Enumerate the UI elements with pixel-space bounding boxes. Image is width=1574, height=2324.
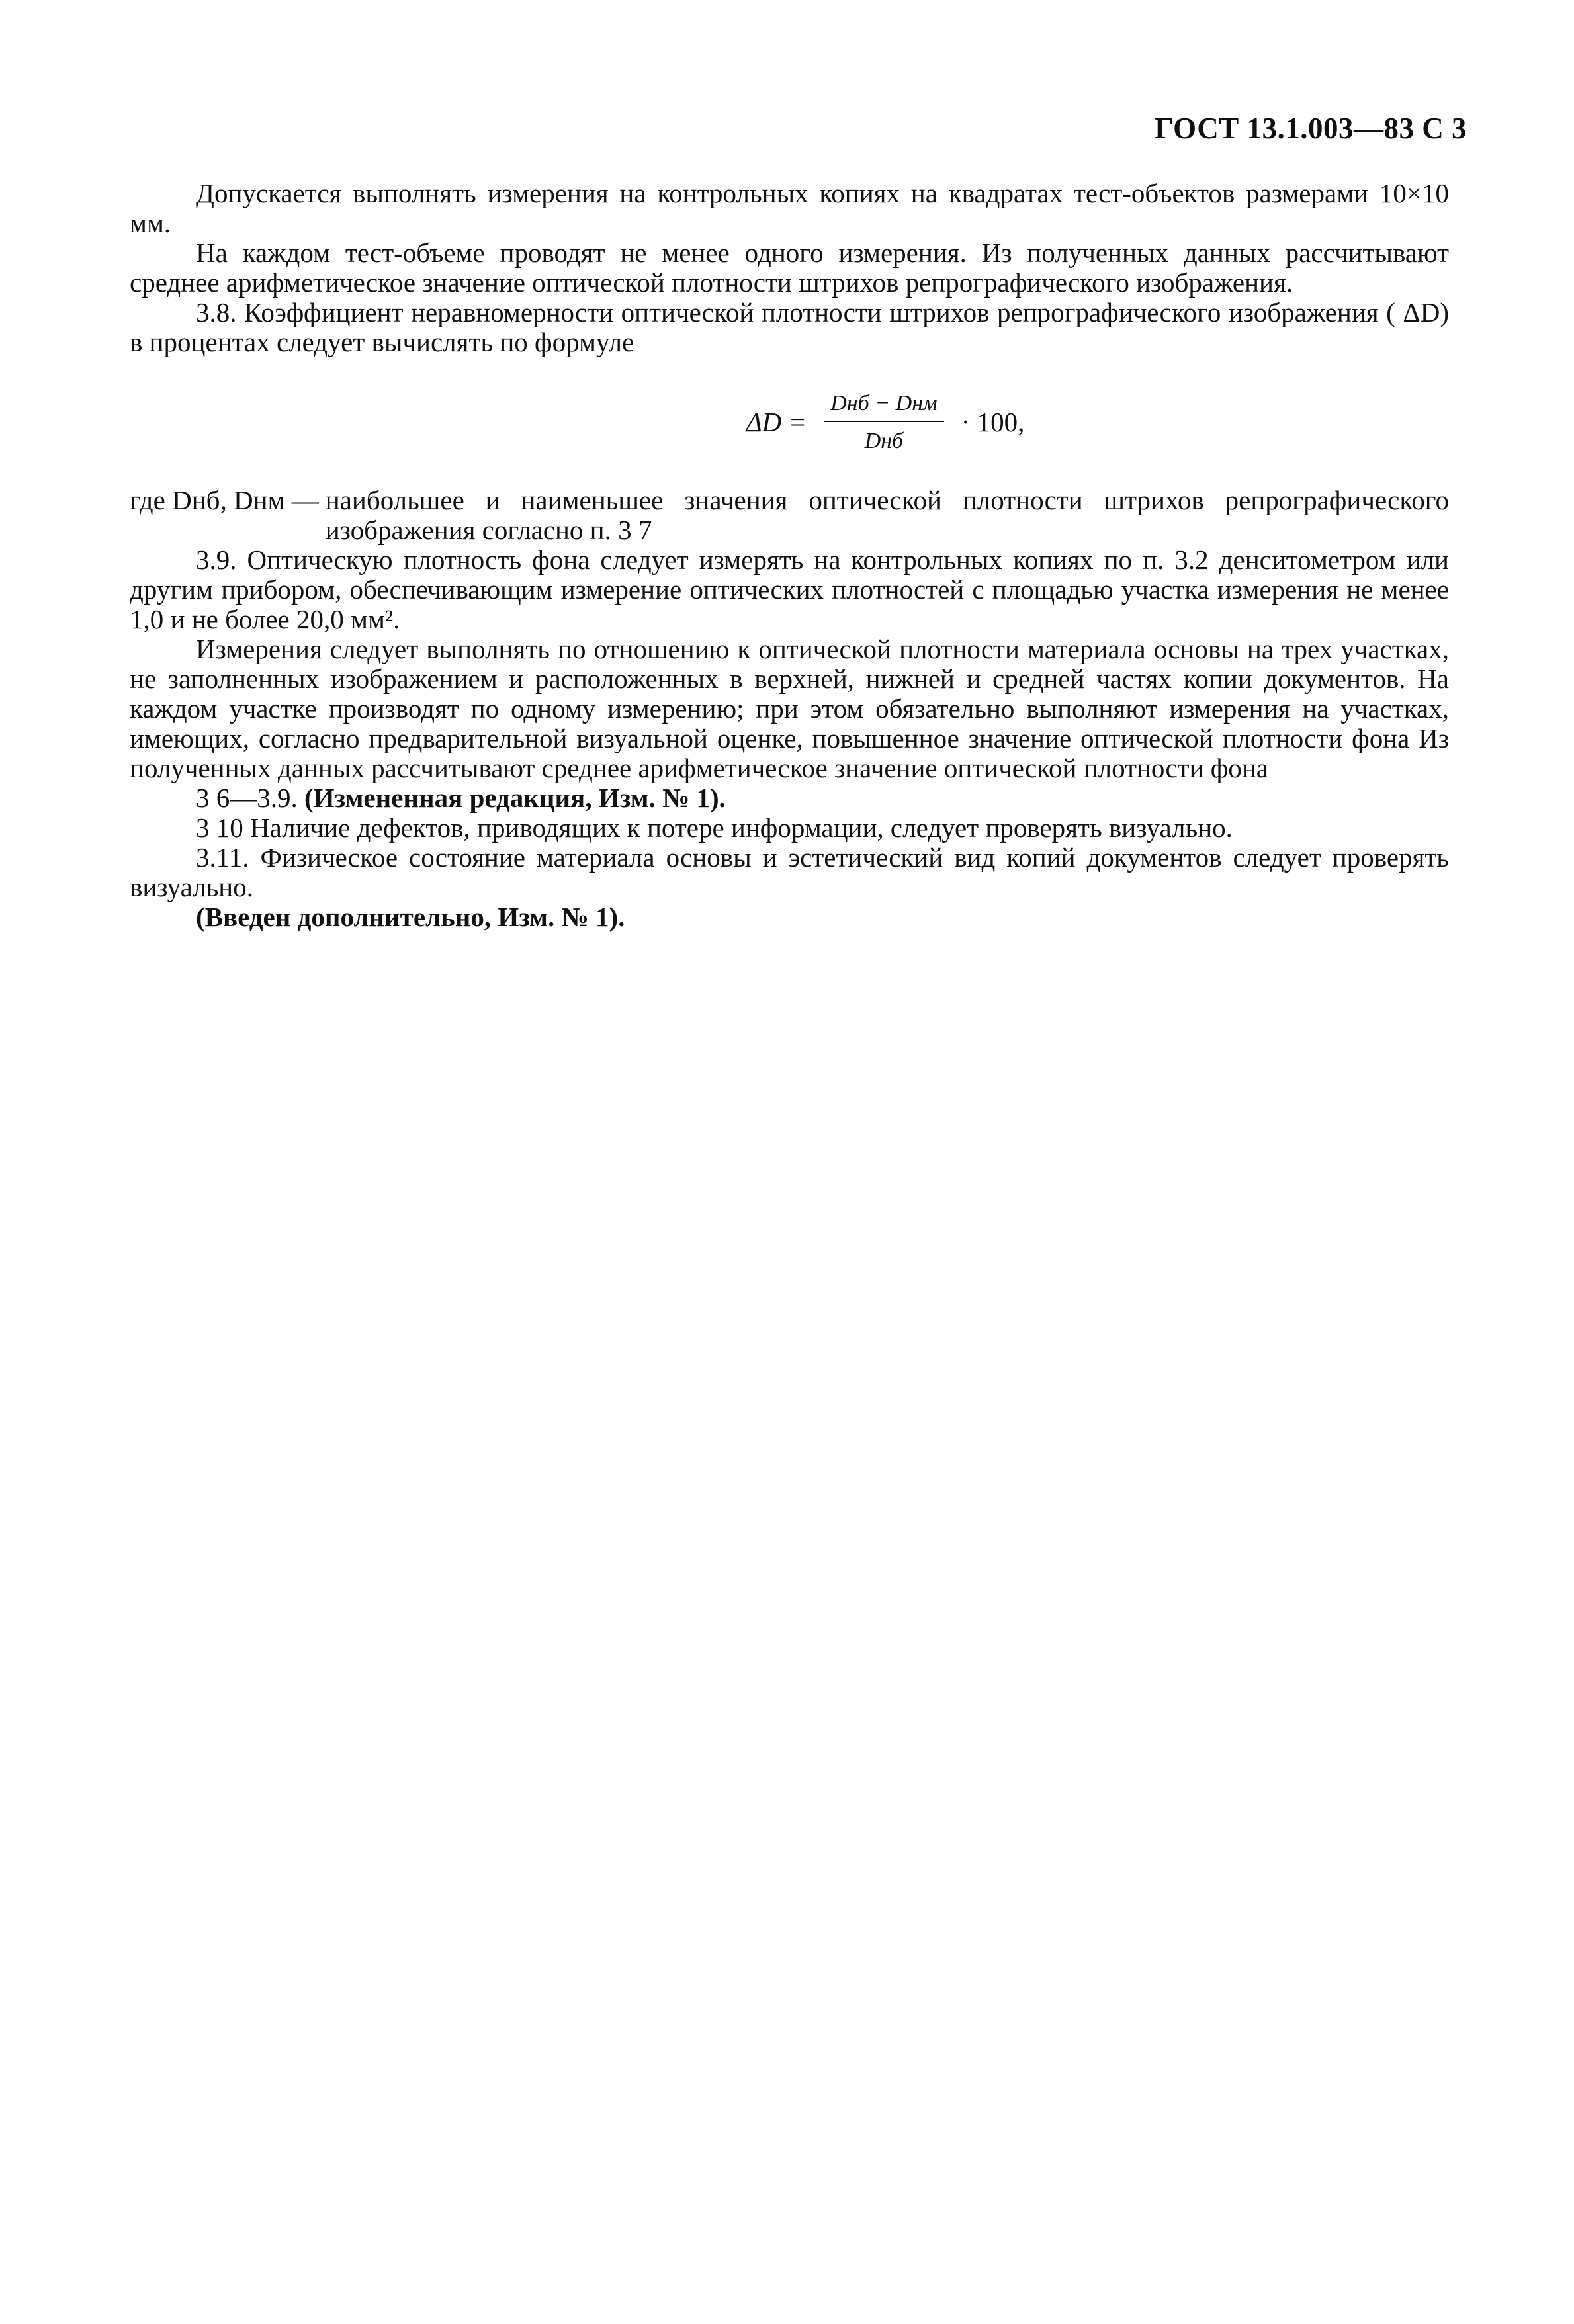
document-body — [130, 179, 1449, 932]
page-header: ГОСТ 13.1.003—83 С 3 — [1155, 112, 1467, 145]
formula-numerator: Dнб − Dнм — [824, 388, 944, 422]
paragraph-amendment-2 — [130, 902, 1449, 932]
formula-denominator: Dнб — [864, 429, 904, 453]
amendment-range: 3 6—3.9. — [196, 783, 298, 813]
formula-delta-d — [322, 382, 1449, 462]
paragraph-test-object-size: Допускается выполнять измерения на контрольных копиях на квадратах тест-объектов размерами 10×10 мм. — [130, 178, 1449, 238]
paragraph-amendment-1 — [130, 783, 1449, 813]
paragraph-3-8: 3.8. Коэффициент неравномерности оптической плотности штрихов репрографического изображения ( ΔD) в процентах следует вычислять по формуле — [130, 297, 1449, 357]
paragraph-measurement-count: На каждом тест-объеме проводят не менее одного измерения. Из полученных данных рассчитывают среднее арифметическое значение оптической плотности штрихов репрографического изображения. — [130, 237, 1449, 298]
paragraph-background-measurement: Измерения следует выполнять по отношению к оптической плотности материала основы на трех участках, не заполненных изображением и расположенных в верхней, нижней и средней частях копии документов. На каждом участке производят по одному измерению; при этом обязательно выполняют измерения на участках, имеющих, согласно предварительной визуальной оценке, повышенное значение оптической плотности фона Из полученных данных рассчитывают среднее арифметическое значение оптической плотности фона — [130, 634, 1449, 783]
formula-fraction — [824, 388, 944, 456]
paragraph-3-10: 3 10 Наличие дефектов, приводящих к потере информации, следует проверять визуально. — [196, 812, 1233, 843]
paragraph-3-11: 3.11. Физическое состояние материала основы и эстетический вид копий документов следует проверять визуально. — [130, 842, 1449, 902]
formula-legend-definition: наибольшее и наименьшее значения оптической плотности штрихов репрографического изображения согласно п. 3 7 — [325, 485, 1449, 545]
formula-multiplier: · 100, — [961, 406, 1025, 437]
formula-lhs: ΔD = — [746, 406, 807, 437]
amendment-introduced-note: (Введен дополнительно, Изм. № 1). — [196, 902, 625, 932]
paragraph-3-9: 3.9. Оптическую плотность фона следует измерять на контрольных копиях по п. 3.2 денситометром или другим прибором, обеспечивающим измерение оптических плотностей с площадью участка измерения не менее 1,0 и не более 20,0 мм². — [130, 544, 1449, 634]
amendment-note: (Измененная редакция, Изм. № 1). — [304, 783, 726, 813]
formula-legend-label: где Dнб, Dнм — — [130, 485, 319, 515]
formula-legend — [130, 486, 1449, 545]
